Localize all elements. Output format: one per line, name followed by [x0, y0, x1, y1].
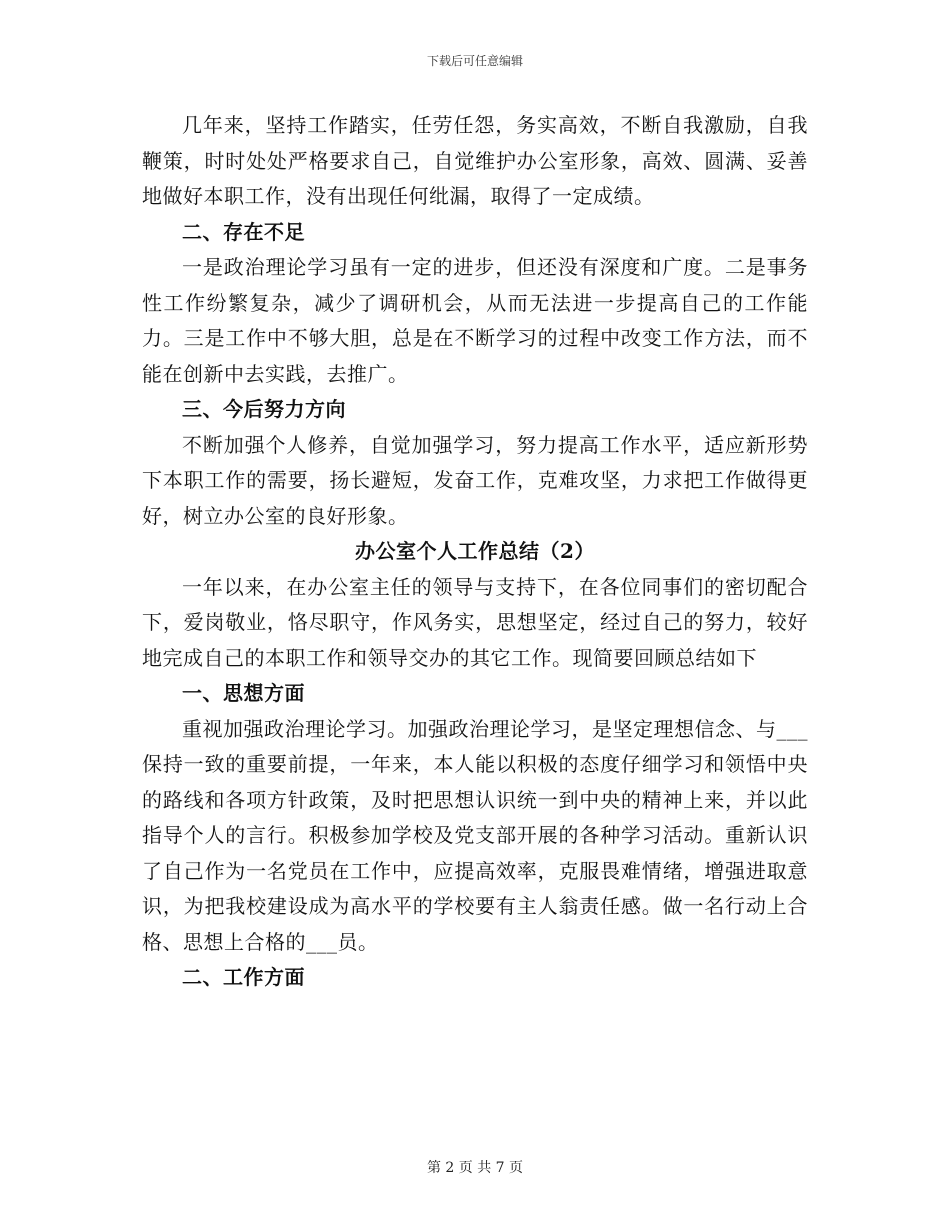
paragraph-ideology: 重视加强政治理论学习。加强政治理论学习，是坚定理想信念、与___保持一致的重要前提，一年来，本人能以积极的态度仔细学习和领悟中央的路线和各项方针政策，及时把思想认识统一到中央的精神上来，并以此指导个人的言行。积极参加学校及党支部开展的各种学习活动。重新认识了自己作为一名党员在工作中，应提高效率，克服畏难情绪，增强进取意识，为把我校建设成为高水平的学校要有主人翁责任感。做一名行动上合格、思想上合格的___员。 — [142, 716, 808, 954]
section-heading-shortcomings: 二、存在不足 — [182, 219, 305, 244]
document-body — [142, 108, 808, 996]
section-heading-ideology: 一、思想方面 — [182, 681, 305, 705]
document-title-2: 办公室个人工作总结（2） — [355, 539, 595, 563]
header-note: 下载后可任意编辑 — [426, 54, 523, 68]
paragraph-shortcomings: 一是政治理论学习虽有一定的进步，但还没有深度和广度。二是事务性工作纷繁复杂，减少了调研机会，从而无法进一步提高自己的工作能力。三是工作中不够大胆，总是在不断学习的过程中改变工作方法，而不能在创新中去实践，去推广。 — [142, 255, 808, 386]
paragraph-summary: 几年来，坚持工作踏实，任劳任怨，务实高效，不断自我激励，自我鞭策，时时处处严格要求自己，自觉维护办公室形象，高效、圆满、妥善地做好本职工作，没有出现任何纰漏，取得了一定成绩。 — [142, 113, 808, 208]
section-heading-work: 二、工作方面 — [182, 965, 305, 989]
paragraph-intro: 一年以来，在办公室主任的领导与支持下，在各位同事们的密切配合下，爱岗敬业，恪尽职守，作风务实，思想坚定，经过自己的努力，较好地完成自己的本职工作和领导交办的其它工作。现简要回顾总结如下 — [142, 574, 808, 670]
section-heading-future-direction: 三、今后努力方向 — [182, 397, 346, 421]
paragraph-future-direction: 不断加强个人修养，自觉加强学习，努力提高工作水平，适应新形势下本职工作的需要，扬长避短，发奋工作，克难攻坚，力求把工作做得更好，树立办公室的良好形象。 — [142, 432, 808, 528]
page-number: 第 2 页 共 7 页 — [426, 1160, 524, 1176]
